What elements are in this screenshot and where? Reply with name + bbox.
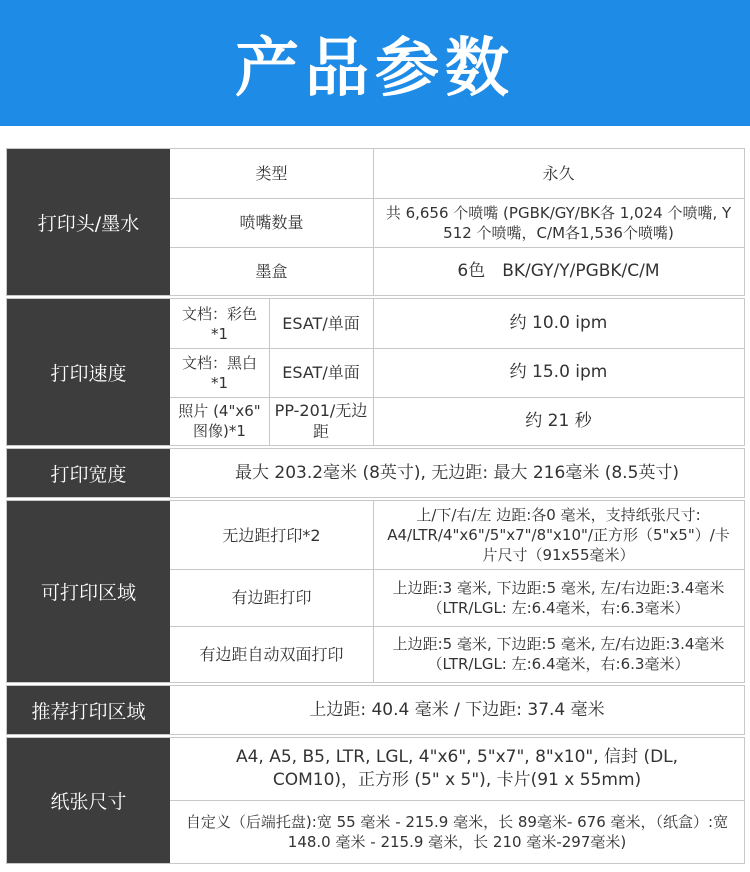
spec-key: 喷嘴数量 (239, 213, 304, 232)
column-divider (269, 299, 270, 445)
section-recommended (6, 685, 745, 735)
speed-value: 约 21 秒 (525, 410, 592, 431)
row-divider (170, 626, 744, 627)
section-paper (6, 737, 745, 864)
section-label-recommended: 推荐打印区域 (7, 686, 170, 734)
row-divider (170, 198, 744, 199)
section-width (6, 448, 745, 498)
speed-mode: 文档：彩色*1 (181, 304, 257, 343)
row-divider (170, 247, 744, 248)
row-divider (170, 348, 744, 349)
column-divider (373, 149, 374, 295)
paper-standard-sizes: A4, A5, B5, LTR, LGL, 4"x6", 5"x7", 8"x10", 信封 (DL, COM10)，正方形 (5" x 5"), 卡片(91 x 55mm) (235, 747, 679, 790)
column-divider (373, 501, 374, 682)
section-label-area: 可打印区域 (7, 501, 170, 682)
spec-value: 6色 BK/GY/Y/PGBK/C/M (457, 260, 660, 281)
row-divider (170, 800, 744, 801)
recommended-value: 上边距: 40.4 毫米 / 下边距: 37.4 毫米 (309, 699, 605, 720)
row-divider (170, 569, 744, 570)
area-value: 上边距:5 毫米, 下边距:5 毫米, 左/右边距:3.4毫米（LTR/LGL: 左:6.4毫米，右:6.3毫米） (392, 635, 725, 673)
speed-value: 约 15.0 ipm (509, 362, 608, 382)
speed-mode: 照片 (4"x6" 图像)*1 (178, 402, 261, 440)
section-speed (6, 298, 745, 446)
width-value: 最大 203.2毫米 (8英寸), 无边距: 最大 216毫米 (8.5英寸) (234, 462, 680, 483)
paper-custom-sizes: 自定义（后端托盘):宽 55 毫米 - 215.9 毫米，长 89毫米- 676 毫米，（纸盒）:宽 148.0 毫米 - 215.9 毫米，长 210 毫米-297毫米) (185, 812, 729, 851)
section-label-speed: 打印速度 (7, 299, 170, 445)
spec-key: 类型 (255, 164, 288, 183)
section-label-paper: 纸张尺寸 (7, 738, 170, 863)
spec-value: 永久 (542, 164, 575, 183)
section-label-width: 打印宽度 (7, 449, 170, 497)
area-value: 上/下/右/左 边距:各0 毫米，支持纸张尺寸: A4/LTR/4"x6"/5"x7"/8"x10"/正方形（5"x5"）/卡片尺寸（91x55毫米） (387, 506, 730, 564)
section-printhead (6, 148, 745, 296)
speed-condition: ESAT/单面 (282, 314, 360, 333)
area-key: 有边距自动双面打印 (199, 644, 344, 664)
header-banner (0, 0, 750, 126)
row-divider (170, 397, 744, 398)
spec-key: 墨盒 (255, 261, 288, 281)
column-divider (373, 299, 374, 445)
spec-value: 共 6,656 个喷嘴 (PGBK/GY/BK各 1,024 个喷嘴, Y 512 个喷嘴，C/M各1,536个喷嘴) (385, 203, 732, 242)
speed-condition: ESAT/单面 (282, 363, 360, 382)
section-label-printhead: 打印头/墨水 (7, 149, 170, 295)
page-title: 产品参数 (235, 32, 515, 106)
area-value: 上边距:3 毫米, 下边距:5 毫米, 左/右边距:3.4毫米（LTR/LGL: 左:6.4毫米，右:6.3毫米） (392, 578, 725, 617)
speed-condition: PP-201/无边距 (274, 401, 368, 441)
speed-mode: 文档：黑白*1 (181, 353, 257, 392)
speed-value: 约 10.0 ipm (509, 313, 608, 333)
area-key: 有边距打印 (231, 588, 312, 607)
area-key: 无边距打印*2 (222, 525, 321, 545)
section-area (6, 500, 745, 683)
